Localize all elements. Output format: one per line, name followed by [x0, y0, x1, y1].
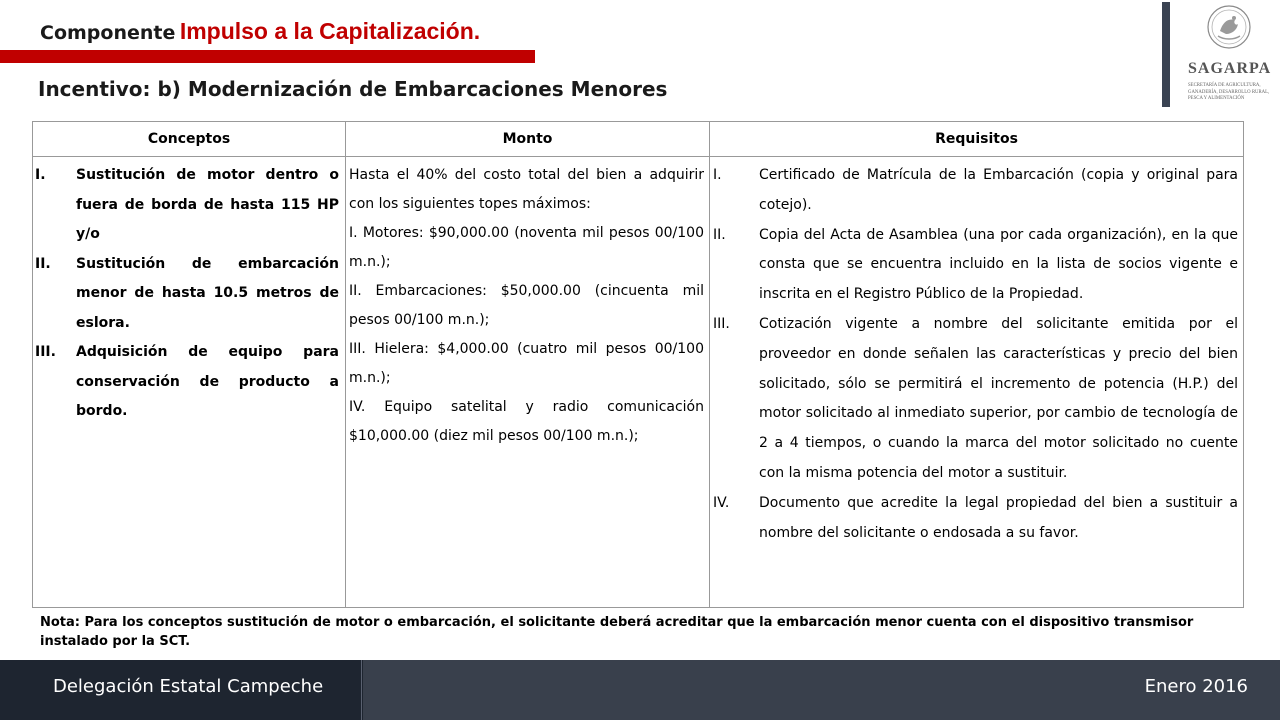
item-text: Sustitución de motor dentro o fuera de borda de hasta 115 HP y/o — [76, 167, 339, 242]
item-text: Certificado de Matrícula de la Embarcación (copia y original para cotejo). — [759, 167, 1238, 213]
list-item — [35, 250, 339, 339]
title-main: Impulso a la Capitalización. — [179, 18, 481, 44]
item-text: Sustitución de embarcación menor de hasta 10.5 metros de eslora. — [76, 255, 339, 331]
footer-bar — [0, 660, 1280, 720]
requisitos-cell — [710, 157, 1243, 548]
coat-of-arms-icon — [1206, 4, 1252, 50]
logo-wordmark: SAGARPA — [1188, 60, 1272, 77]
list-item — [713, 161, 1238, 221]
monto-line: II. Embarcaciones: $50,000.00 (cincuenta mil pesos 00/100 m.n.); — [349, 283, 704, 328]
column-monto — [345, 122, 709, 607]
column-conceptos — [33, 122, 345, 607]
footer-delegation: Delegación Estatal Campeche — [53, 676, 324, 697]
list-item — [713, 310, 1238, 489]
list-item — [713, 489, 1238, 549]
page-subtitle: Incentivo: b) Modernización de Embarcaciones Menores — [38, 77, 668, 101]
incentive-table — [32, 121, 1244, 608]
title-prefix: Componente — [40, 22, 176, 44]
page-title — [40, 18, 480, 45]
item-number: III. — [35, 344, 56, 360]
logo-tagline: SECRETARÍA DE AGRICULTURA, GANADERÍA, DESARROLLO RURAL, PESCA Y ALIMENTACIÓN — [1188, 83, 1270, 101]
header-requisitos: Requisitos — [710, 122, 1243, 157]
monto-line: III. Hielera: $4,000.00 (cuatro mil pesos 00/100 m.n.); — [349, 341, 704, 386]
footnote: Nota: Para los conceptos sustitución de motor o embarcación, el solicitante deberá acreditar que la embarcación menor cuenta con el dispositivo transmisor instalado por la SCT. — [40, 615, 1194, 649]
item-number: III. — [713, 315, 730, 332]
monto-line: IV. Equipo satelital y radio comunicación $10,000.00 (diez mil pesos 00/100 m.n.); — [349, 399, 704, 444]
item-number: I. — [35, 167, 46, 183]
title-underline — [0, 50, 535, 63]
list-item — [713, 221, 1238, 310]
logo-divider — [1162, 2, 1170, 107]
footer-right-panel — [363, 660, 1280, 720]
item-text: Copia del Acta de Asamblea (una por cada organización), en la que consta que se encuentra incluido en la lista de socios vigente e inscrita en el Registro Público de la Propiedad. — [759, 226, 1238, 303]
item-number: IV. — [713, 494, 730, 511]
item-text: Adquisición de equipo para conservación de producto a bordo. — [76, 344, 339, 419]
footer-left-panel — [0, 660, 362, 720]
item-number: II. — [35, 255, 51, 272]
column-requisitos — [709, 122, 1243, 607]
sagarpa-logo — [1178, 4, 1278, 104]
monto-line: I. Motores: $90,000.00 (noventa mil pesos 00/100 m.n.); — [349, 225, 704, 270]
item-number: II. — [713, 226, 726, 243]
header-conceptos: Conceptos — [33, 122, 345, 157]
footer-date: Enero 2016 — [1144, 676, 1248, 697]
monto-cell — [346, 157, 709, 451]
header-monto: Monto — [346, 122, 709, 157]
item-text: Cotización vigente a nombre del solicitante emitida por el proveedor en donde señalen las características y precio del bien solicitado, sólo se permitirá el incremento de potencia (H.P.) del motor solicitado al inmediato superior, por cambio de tecnología de 2 a 4 tiempos, o cuando la marca del motor solicitado no cuente con la misma potencia del motor a sustituir. — [759, 315, 1238, 481]
item-text: Documento que acredite la legal propiedad del bien a sustituir a nombre del solicitante o endosada a su favor. — [759, 494, 1238, 541]
item-number: I. — [713, 167, 722, 183]
list-item — [35, 338, 339, 427]
list-item — [35, 161, 339, 250]
monto-line: Hasta el 40% del costo total del bien a adquirir con los siguientes topes máximos: — [349, 167, 704, 212]
conceptos-cell — [33, 157, 345, 427]
